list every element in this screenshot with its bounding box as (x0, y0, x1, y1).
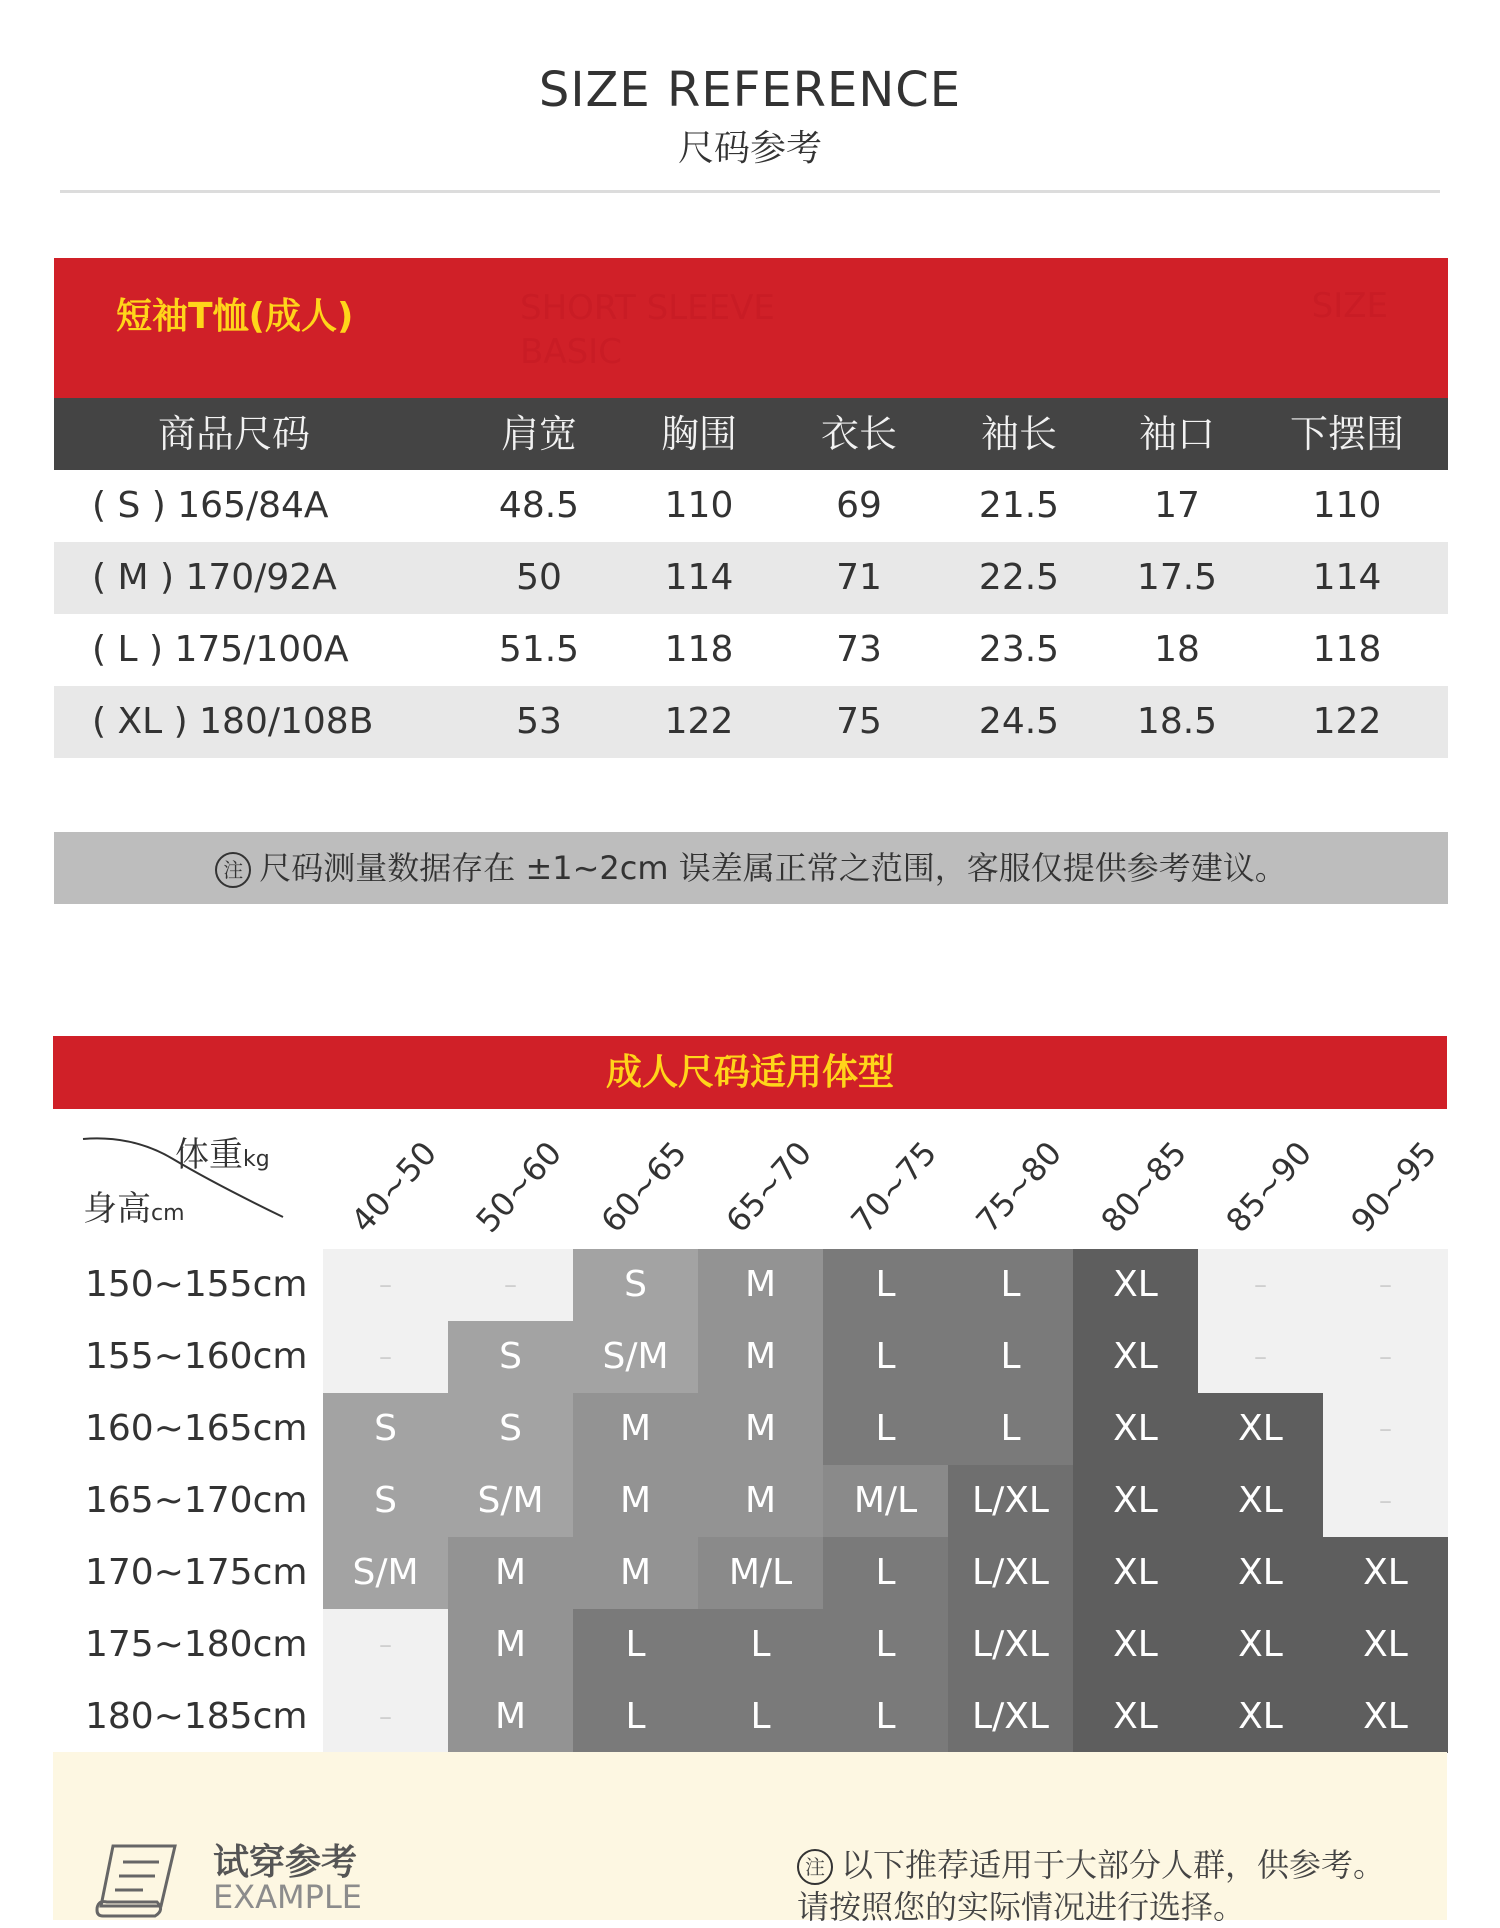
size-recommendation-cell: XL (1073, 1609, 1198, 1681)
weight-column-header (823, 1109, 948, 1249)
size-recommendation-cell: S/M (323, 1537, 448, 1609)
size-recommendation-cell: M (448, 1537, 573, 1609)
size-recommendation-cell: XL (1073, 1465, 1198, 1537)
size-recommendation-cell: XL (1073, 1249, 1198, 1321)
size-name-cell: ( S ) 165/84A (92, 485, 329, 526)
example-note-line1 (797, 1840, 1385, 1886)
example-note-text: 以下推荐适用于大部分人群，供参考。 (841, 1846, 1386, 1884)
column-header: 商品尺码 (157, 412, 310, 456)
size-recommendation-cell: XL (1323, 1609, 1448, 1681)
height-row-label: 160~165cm (85, 1408, 308, 1449)
grid-corner-header (53, 1109, 323, 1249)
size-recommendation-cell: L (698, 1609, 823, 1681)
size-recommendation-cell: L (823, 1321, 948, 1393)
size-recommendation-cell: M (698, 1321, 823, 1393)
measurement-cell: 118 (664, 629, 734, 670)
height-axis-label: 身高cm (83, 1189, 185, 1229)
size-name-cell: ( L ) 175/100A (92, 629, 349, 670)
weight-range-label: 85~90 (1218, 1133, 1320, 1240)
size-recommendation-cell: M (573, 1537, 698, 1609)
product-banner (54, 258, 1448, 398)
page-title: SIZE REFERENCE (538, 62, 962, 118)
size-recommendation-cell: L/XL (948, 1537, 1073, 1609)
size-recommendation-cell: – (323, 1681, 448, 1753)
weight-column-header (573, 1109, 698, 1249)
example-title: 试穿参考 (213, 1842, 358, 1883)
measurement-cell: 23.5 (978, 629, 1060, 670)
measurement-cell: 69 (836, 485, 882, 526)
weight-column-header (698, 1109, 823, 1249)
note-mark-icon: 注 (797, 1849, 833, 1885)
size-recommendation-cell: XL (1323, 1537, 1448, 1609)
size-recommendation-cell: S (323, 1465, 448, 1537)
measurement-note (54, 832, 1448, 904)
size-name-cell: ( M ) 170/92A (92, 557, 337, 598)
size-recommendation-cell: – (1323, 1393, 1448, 1465)
table-row (54, 686, 1448, 758)
column-header: 下摆围 (1289, 412, 1404, 456)
height-row-label: 150~155cm (85, 1264, 308, 1305)
weight-column-header (323, 1109, 448, 1249)
measurement-cell: 122 (1312, 701, 1382, 742)
column-header: 袖口 (1138, 412, 1215, 456)
size-recommendation-cell: L (948, 1249, 1073, 1321)
size-recommendation-cell: L/XL (948, 1609, 1073, 1681)
size-recommendation-cell: L (823, 1393, 948, 1465)
weight-column-header (1073, 1109, 1198, 1249)
size-recommendation-cell: L (823, 1249, 948, 1321)
size-table-header (54, 398, 1448, 470)
column-header: 胸围 (660, 412, 737, 456)
measurement-cell: 50 (516, 557, 562, 598)
weight-range-label: 80~85 (1093, 1133, 1195, 1240)
size-recommendation-cell: XL (1073, 1393, 1198, 1465)
height-row-label: 180~185cm (85, 1696, 308, 1737)
height-row-label: 170~175cm (85, 1552, 308, 1593)
measurement-cell: 73 (836, 629, 882, 670)
size-recommendation-cell: S (448, 1393, 573, 1465)
size-recommendation-cell: XL (1198, 1537, 1323, 1609)
product-name-cn: 短袖T恤(成人) (116, 296, 354, 337)
size-recommendation-cell: L (948, 1321, 1073, 1393)
height-row-label: 165~170cm (85, 1480, 308, 1521)
height-row-label: 175~180cm (85, 1624, 308, 1665)
size-recommendation-cell: M (573, 1393, 698, 1465)
size-recommendation-cell: – (1323, 1249, 1448, 1321)
weight-range-label: 65~70 (718, 1133, 820, 1240)
column-header: 袖长 (980, 412, 1057, 456)
measurement-cell: 24.5 (978, 701, 1060, 742)
measurement-cell: 110 (664, 485, 734, 526)
size-recommendation-cell: – (1198, 1321, 1323, 1393)
size-recommendation-cell: M (448, 1609, 573, 1681)
size-recommendation-cell: L/XL (948, 1681, 1073, 1753)
size-label: SIZE (1311, 286, 1388, 326)
size-recommendation-cell: L (823, 1681, 948, 1753)
note-mark-icon: 注 (215, 852, 251, 888)
weight-range-label: 75~80 (968, 1133, 1070, 1240)
size-recommendation-cell: S/M (573, 1321, 698, 1393)
size-recommendation-cell: M (448, 1681, 573, 1753)
size-recommendation-cell: – (1323, 1465, 1448, 1537)
size-recommendation-cell: L/XL (948, 1465, 1073, 1537)
size-recommendation-cell: XL (1198, 1609, 1323, 1681)
size-recommendation-cell: – (1198, 1249, 1323, 1321)
size-recommendation-cell: S/M (448, 1465, 573, 1537)
size-recommendation-cell: M/L (698, 1537, 823, 1609)
size-recommendation-cell: – (323, 1321, 448, 1393)
measurement-cell: 118 (1312, 629, 1382, 670)
page-subtitle: 尺码参考 (677, 128, 822, 169)
size-recommendation-cell: XL (1323, 1681, 1448, 1753)
example-title-en: EXAMPLE (213, 1878, 362, 1916)
measurement-cell: 21.5 (978, 485, 1060, 526)
size-recommendation-cell: XL (1198, 1465, 1323, 1537)
weight-column-header (1323, 1109, 1448, 1249)
size-recommendation-cell: – (323, 1609, 448, 1681)
size-recommendation-cell: M (698, 1465, 823, 1537)
size-recommendation-cell: L (573, 1609, 698, 1681)
size-recommendation-cell: XL (1198, 1681, 1323, 1753)
measurement-cell: 22.5 (978, 557, 1060, 598)
body-type-grid (53, 1109, 1447, 1752)
measurement-cell: 114 (664, 557, 734, 598)
column-header: 肩宽 (500, 412, 577, 456)
measurement-note-text: 尺码测量数据存在 ±1~2cm 误差属正常之范围，客服仅提供参考建议。 (259, 849, 1287, 887)
weight-column-header (448, 1109, 573, 1249)
body-type-title: 成人尺码适用体型 (53, 1036, 1447, 1109)
size-name-cell: ( XL ) 180/108B (92, 701, 374, 742)
weight-column-header (948, 1109, 1073, 1249)
weight-range-label: 60~65 (593, 1133, 695, 1240)
size-recommendation-cell: XL (1073, 1681, 1198, 1753)
measurement-cell: 17 (1154, 485, 1200, 526)
size-recommendation-cell: S (323, 1393, 448, 1465)
measurement-cell: 18 (1154, 629, 1200, 670)
size-recommendation-cell: XL (1198, 1393, 1323, 1465)
measurement-cell: 51.5 (498, 629, 580, 670)
measurement-cell: 122 (664, 701, 734, 742)
size-recommendation-cell: L (698, 1681, 823, 1753)
weight-range-label: 50~60 (468, 1133, 570, 1240)
measurement-cell: 75 (836, 701, 882, 742)
size-recommendation-cell: M (573, 1465, 698, 1537)
table-row (54, 470, 1448, 542)
size-recommendation-cell: S (573, 1249, 698, 1321)
example-section (53, 1752, 1447, 1926)
measurement-cell: 53 (516, 701, 562, 742)
weight-range-label: 40~50 (343, 1133, 445, 1240)
size-recommendation-cell: L (823, 1609, 948, 1681)
size-recommendation-cell: M (698, 1249, 823, 1321)
size-recommendation-cell: XL (1073, 1537, 1198, 1609)
size-recommendation-cell: – (448, 1249, 573, 1321)
measurement-cell: 48.5 (498, 485, 580, 526)
product-name-en: SHORT SLEEVE BASIC (520, 288, 775, 372)
size-recommendation-cell: – (323, 1249, 448, 1321)
weight-range-label: 90~95 (1343, 1133, 1445, 1240)
measurement-cell: 17.5 (1136, 557, 1218, 598)
column-header: 衣长 (820, 412, 897, 456)
size-recommendation-cell: L (573, 1681, 698, 1753)
table-row (54, 542, 1448, 614)
example-note-line2: 请按照您的实际情况进行选择。 (797, 1888, 1246, 1926)
table-row (54, 614, 1448, 686)
size-recommendation-cell: M/L (823, 1465, 948, 1537)
size-recommendation-cell: L (823, 1537, 948, 1609)
size-recommendation-cell: S (448, 1321, 573, 1393)
size-recommendation-cell: XL (1073, 1321, 1198, 1393)
measurement-cell: 18.5 (1136, 701, 1218, 742)
height-row-label: 155~160cm (85, 1336, 308, 1377)
size-recommendation-cell: M (698, 1393, 823, 1465)
header-divider (60, 190, 1440, 193)
document-icon (95, 1840, 183, 1920)
size-recommendation-cell: L (948, 1393, 1073, 1465)
weight-column-header (1198, 1109, 1323, 1249)
measurement-cell: 71 (836, 557, 882, 598)
measurement-cell: 110 (1312, 485, 1382, 526)
measurement-cell: 114 (1312, 557, 1382, 598)
weight-axis-label: 体重kg (175, 1135, 270, 1175)
size-recommendation-cell: – (1323, 1321, 1448, 1393)
weight-range-label: 70~75 (843, 1133, 945, 1240)
